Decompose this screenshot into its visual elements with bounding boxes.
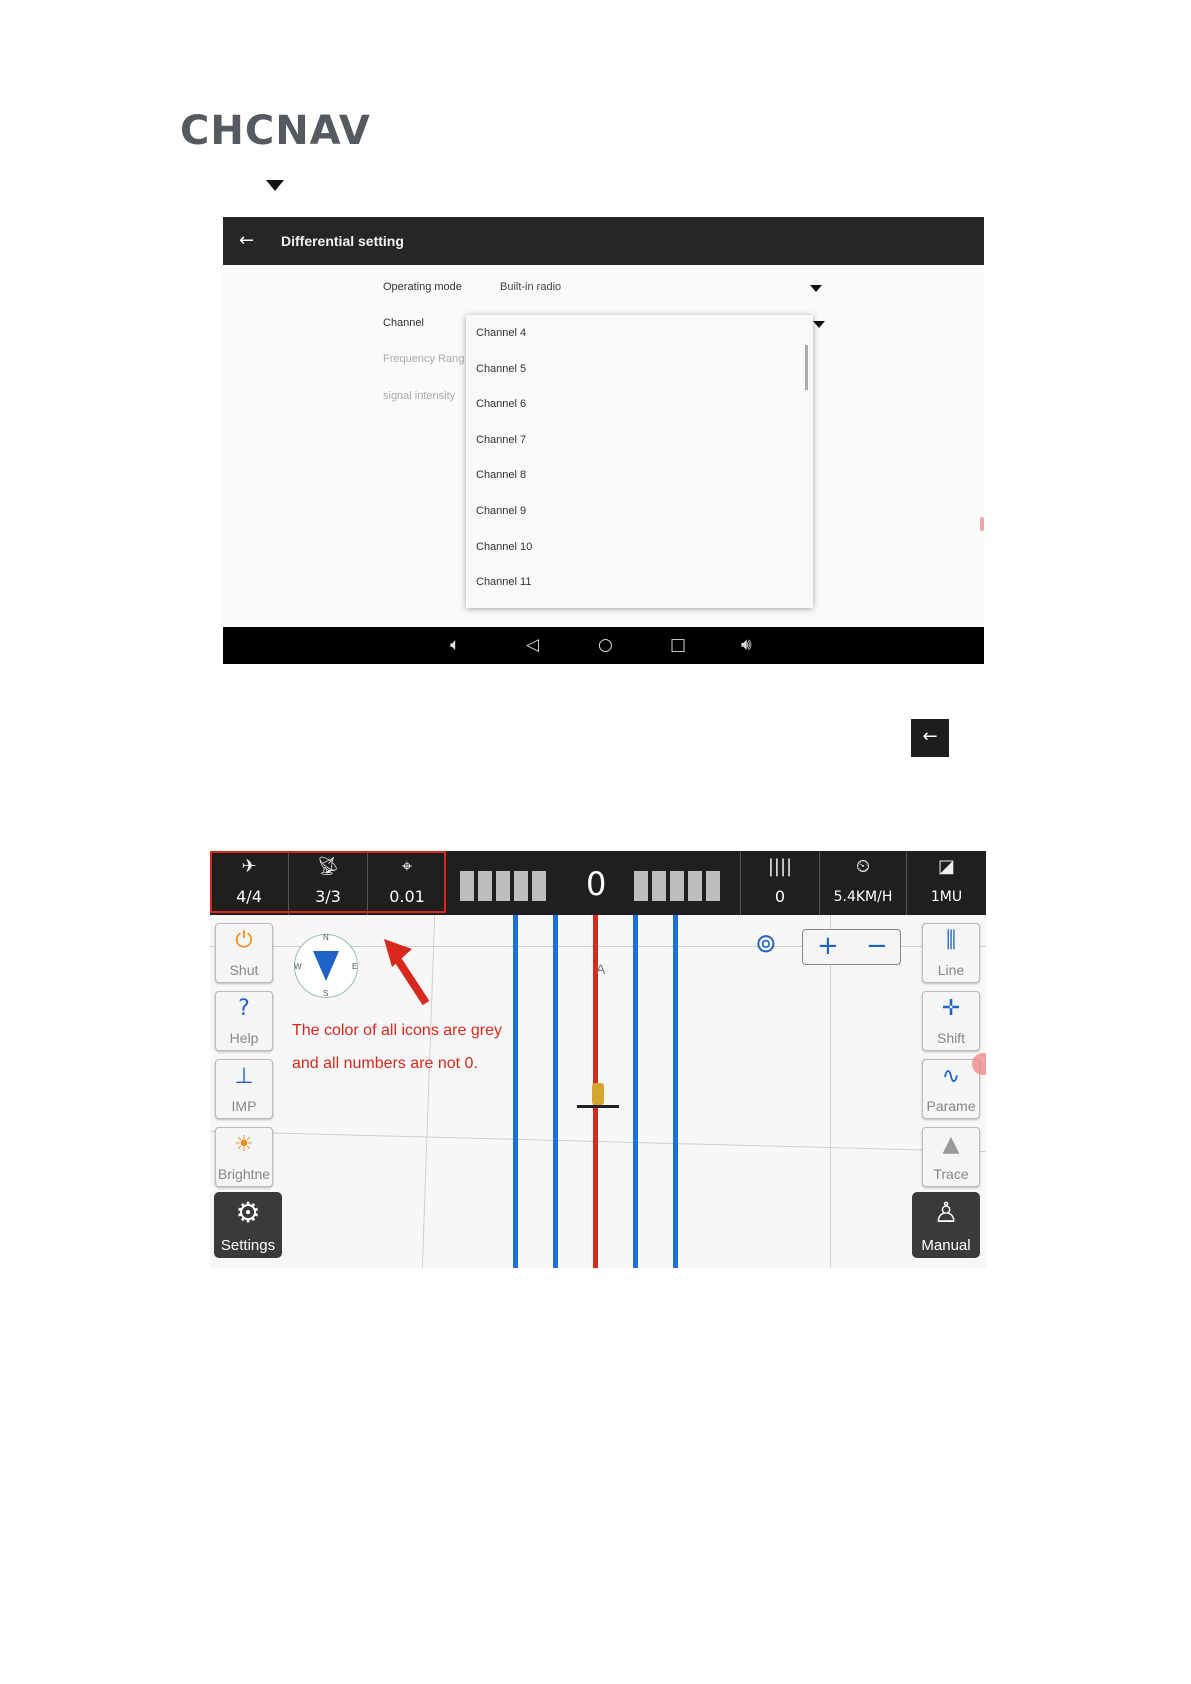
settings-button[interactable] [214,1192,282,1258]
chcnav-logo [180,108,371,152]
deviation-bar-right [634,871,648,901]
channel-option[interactable]: Channel 8 [476,469,527,481]
question-icon: ? [238,996,250,1021]
deviation-value: 0 [586,865,607,903]
settings-label: Settings [220,1237,276,1254]
deviation-bar-left [514,871,528,901]
logo-text: CHCNAV [180,108,371,154]
parameter-label: Parame [926,1098,976,1114]
channel-option[interactable]: Channel 7 [476,434,527,446]
dropdown-caret-icon [266,180,284,191]
operating-mode-caret-icon[interactable] [810,285,822,292]
parameter-button[interactable] [922,1059,980,1119]
guidance-line [513,915,518,1268]
shut-label: Shut [229,962,259,978]
deviation-bar-left [496,871,510,901]
zoom-in-icon[interactable]: + [817,931,839,961]
imu-icon: ◪ [937,856,955,877]
speed-value: 5.4KM/H [833,889,893,905]
satellite-icon: ✈︎ [241,856,257,877]
back-triangle-icon[interactable]: ◁ [526,635,540,655]
implement-icon: ⊥ [234,1064,254,1089]
trace-icon: ▲ [942,1132,960,1157]
deviation-bar-right [652,871,666,901]
system-nav-bar [223,627,984,664]
implement-bar [577,1105,619,1108]
trace-button[interactable] [922,1127,980,1187]
line-label: Line [937,962,965,978]
status-bar [210,851,986,915]
zoom-control[interactable] [802,929,901,965]
help-button[interactable] [215,991,273,1051]
channel-option[interactable]: Channel 11 [476,576,532,588]
guidance-line [633,915,638,1268]
compass-east: E [352,962,358,971]
compass-north: N [323,933,329,942]
channel-label: Channel [383,317,424,329]
channel-dropdown[interactable] [466,315,813,608]
app-bar [223,217,984,265]
power-icon: ⏻ [235,928,253,953]
locate-icon[interactable]: ⊚ [755,929,777,959]
parameter-icon: ∿ [941,1064,961,1089]
manual-label: Manual [921,1237,971,1254]
shift-label: Shift [936,1030,965,1046]
compass-south: S [323,989,329,998]
signal-value: 0 [774,887,786,906]
guidance-line [673,915,678,1268]
compass [294,934,358,998]
satellite-count: 4/4 [236,887,262,906]
grid-line [210,1131,986,1152]
imu-status[interactable] [907,851,986,915]
back-button[interactable]: ← [911,719,949,757]
brightness-label: Brightne [217,1166,271,1182]
frequency-range-label: Frequency Rang [383,353,465,365]
shut-button[interactable] [215,923,273,983]
operating-mode-value[interactable]: Built-in radio [500,281,562,293]
brightness-button[interactable] [215,1127,273,1187]
tractor-icon [592,1083,604,1105]
volume-down-icon[interactable]: 🔈︎ [450,635,461,655]
driver-icon: ♙ [933,1196,959,1229]
heading-arrow-icon [313,951,339,981]
deviation-bar-left [532,871,546,901]
precision-value: 0.01 [389,887,425,906]
dropdown-scrollbar[interactable] [805,345,808,390]
channel-caret-icon[interactable] [813,321,825,328]
signal-bars-icon: |||| [767,856,793,877]
trace-label: Trace [933,1166,969,1182]
deviation-bar-left [478,871,492,901]
help-label: Help [229,1030,259,1046]
back-arrow-icon[interactable]: ← [239,230,255,251]
channel-option[interactable]: Channel 4 [476,327,527,339]
page-title: Differential setting [281,233,404,249]
red-edge-marker [980,517,984,531]
channel-option[interactable]: Channel 10 [476,541,533,553]
recents-square-icon[interactable]: □ [670,635,687,655]
zoom-out-icon[interactable]: − [866,931,888,961]
red-pointer-arrow-icon [382,937,432,1007]
imp-label: IMP [231,1098,257,1114]
channel-option[interactable]: Channel 5 [476,363,527,375]
deviation-bar-right [688,871,702,901]
shift-button[interactable] [922,991,980,1051]
line-button[interactable] [922,923,980,983]
antenna-count: 3/3 [315,887,341,906]
speedometer-icon: ⏲ [855,856,871,877]
volume-up-icon[interactable]: 🔊︎ [741,635,752,655]
compass-west: W [294,962,302,971]
deviation-bar-right [670,871,684,901]
shift-icon: ✛ [941,996,961,1021]
navigation-screenshot [210,851,986,1268]
signal-intensity-label: signal intensity [383,390,456,402]
signal-status[interactable] [741,851,819,915]
antenna-icon: 📡︎ [316,856,340,877]
line-icon: ⫼ [945,928,957,953]
speed-status[interactable] [820,851,906,915]
home-circle-icon[interactable]: ○ [598,635,613,655]
deviation-bar-left [460,871,474,901]
imp-button[interactable] [215,1059,273,1119]
imu-value: 1MU [930,889,963,905]
highlight-box [210,851,446,913]
precision-icon: ⌖ [401,856,413,877]
channel-option[interactable]: Channel 9 [476,505,527,517]
a-point-label: A [596,961,606,977]
operating-mode-label: Operating mode [383,281,462,293]
channel-option[interactable]: Channel 6 [476,398,527,410]
gear-icon: ⚙ [235,1196,261,1229]
differential-setting-screenshot [223,217,984,664]
annotation-note: The color of all icons are grey and all numbers are not 0. [292,1022,502,1072]
sun-icon: ☀ [234,1132,254,1157]
deviation-bar-right [706,871,720,901]
guidance-line [553,915,558,1268]
manual-button[interactable] [912,1192,980,1258]
grid-line [830,915,831,1268]
